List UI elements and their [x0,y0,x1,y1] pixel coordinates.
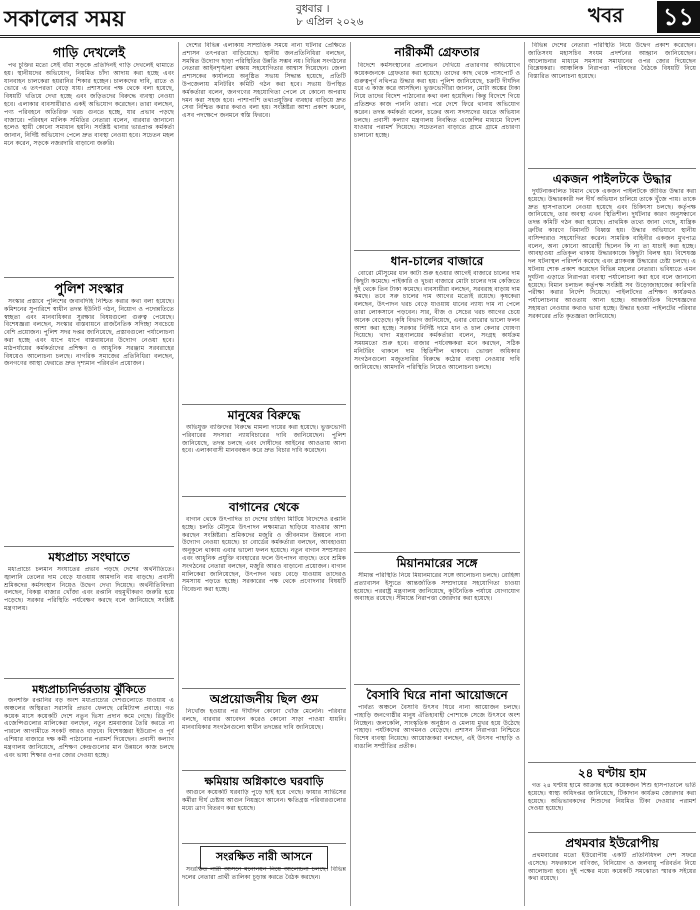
article-text: দুর্ঘটনাকবলিত বিমান থেকে একজন পাইলটকে জীবিত উদ্ধার করা হয়েছে। উদ্ধারকারী দল দীর্ঘ অভিযান চালিয়ে তাকে খুঁজে পায়। তাকে দ্রুত হাসপাতালে নেওয়া হয়েছে এবং চিকিৎসা চলছে। কর্তৃপক্ষ জানিয়েছে, তার অবস্থা এখন স্থিতিশীল। দুর্ঘটনার কারণ অনুসন্ধানে তদন্ত কমিটি গঠন করা হয়েছে। প্রাথমিক তথ্যে জানা গেছে, যান্ত্রিক ত্রুটির কারণে বিমানটি বিধ্বস্ত হয়। উদ্ধার অভিযানে স্থানীয় বাসিন্দারাও সহযোগিতা করেন। সামরিক বাহিনীর একজন মুখপাত্র বলেন, অন্য কোনো আরোহী ছিলেন কি না তা যাচাই করা হচ্ছে। আবহাওয়া প্রতিকূল থাকায় উদ্ধারকাজে কিছুটা বিলম্ব হয়। বিশেষজ্ঞ দল ঘটনাস্থল পরিদর্শন করেছে এবং ব্ল্যাকবক্স উদ্ধারের চেষ্টা চলছে। এ ঘটনায় শোক প্রকাশ করেছেন বিভিন্ন মহলের নেতারা। ভবিষ্যতে এমন দুর্ঘটনা এড়াতে নিরাপত্তা ব্যবস্থা পর্যালোচনা করা হবে বলে জানানো হয়েছে। বিমান চলাচল কর্তৃপক্ষ সংশ্লিষ্ট সব উড়োজাহাজের কারিগরি পরীক্ষা করার নির্দেশ দিয়েছে। পাইলটদের প্রশিক্ষণ কার্যক্রমও পর্যালোচনার আওতায় আনা হচ্ছে। আন্তর্জাতিক বিশেষজ্ঞদের সহায়তা নেওয়ার কথাও ভাবা হচ্ছে। উদ্ধার হওয়া পাইলটের পরিবার সরকারের প্রতি কৃতজ্ঞতা জানিয়েছে। [528,188,696,320]
article-text: বিভিন্ন দেশের নেতারা পরিস্থিতি নিয়ে উদ্বেগ প্রকাশ করেছেন। জাতিসংঘ মহাসচিব সংযম প্রদর্শনের আহ্বান জানিয়েছেন। আলোচনার মাধ্যমে সমস্যার সমাধানের ওপর জোর দিয়েছেন বিশ্লেষকরা। আঞ্চলিক নিরাপত্তা পরিষদের বৈঠকে বিষয়টি নিয়ে বিস্তারিত আলোচনা হয়েছে। [528,42,696,81]
article-body [354,704,520,906]
headline: ক্ষমিয়ায় অগ্নিকাণ্ডে ঘরবাড়ি [204,775,324,788]
article-text: অভিযুক্ত ব্যক্তিদের বিরুদ্ধে মামলা দায়ের করা হয়েছে। ভুক্তভোগী পরিবারের সদস্যরা ন্যায়বিচারের দাবি জানিয়েছেন। পুলিশ জানিয়েছে, তদন্ত চলছে এবং দোষীদের আইনের আওতায় আনা হবে। এলাকাবাসী মানববন্ধন করে দ্রুত বিচার দাবি করেছেন। [182,424,346,455]
headline: একজন পাইলটকে উদ্ধার [552,172,672,186]
headline: ধান-চালের বাজারে [390,254,484,268]
column-divider [524,42,525,906]
masthead [0,0,700,38]
article-text: বিদেশে কর্মসংস্থানের প্রলোভন দেখিয়ে প্রতারণার অভিযোগে কয়েকজনকে গ্রেফতার করা হয়েছে। তাদের কাছ থেকে পাসপোর্ট ও গুরুত্বপূর্ণ নথিপত্র উদ্ধার করা হয়। পুলিশ জানিয়েছে, চক্রটি দীর্ঘদিন ধরে এ কাজ করে আসছিল। ভুক্তভোগীরা জানান, মোটা অঙ্কের টাকা নিয়ে তাদের বিদেশ পাঠানোর কথা বলা হয়েছিল। কিন্তু বিদেশে গিয়ে প্রতিশ্রুত কাজ পাননি তারা। পরে দেশে ফিরে থানায় অভিযোগ করেন। তদন্ত কর্মকর্তা বলেন, চক্রের অন্য সদস্যদের ধরতে অভিযান চলছে। প্রবাসী কল্যাণ মন্ত্রণালয় নিবন্ধিত এজেন্সির মাধ্যমে বিদেশ যাওয়ার পরামর্শ দিয়েছে। সচেতনতা বাড়াতে গ্রামে গ্রামে প্রচারণা চালানো হচ্ছে। [354,62,520,140]
issue-day: বুধবার । [296,3,330,15]
article-body [182,516,346,686]
issue-date [296,3,363,29]
article-text: পার্বত্য অঞ্চলে বৈসাবি উৎসব ঘিরে নানা আয়োজন চলছে। পাহাড়ি জনগোষ্ঠীর মানুষ ঐতিহ্যবাহী পোশাকে সেজে উৎসবে অংশ নিচ্ছেন। জলকেলি, সাংস্কৃতিক অনুষ্ঠান ও মেলায় মুখর হয়ে উঠেছে পাহাড়। পর্যটকদের আগমনও বেড়েছে। প্রশাসন নিরাপত্তা নিশ্চিতে বিশেষ ব্যবস্থা নিয়েছে। আয়োজকরা বলছেন, এই উৎসব পাহাড়ি ও বাঙালি সম্প্রীতির প্রতীক। [354,704,520,750]
article-text: পথ চুক্তির মতো সেই বাঁধা সড়কে প্রতিদিনই গাড়ি দেখলেই থামাতে হয়। স্থানীয়দের অভিযোগ, নিয়মিত চাঁদা আদায় করা হচ্ছে এবং যানবাহন চালকেরা হয়রানির শিকার হচ্ছেন। চালকদের দাবি, রাতে ও ভোরে এ তৎপরতা বেড়ে যায়। প্রশাসনের পক্ষ থেকে বলা হয়েছে, বিষয়টি খতিয়ে দেখা হচ্ছে এবং জড়িতদের বিরুদ্ধে ব্যবস্থা নেওয়া হবে। এলাকার ব্যবসায়ীরাও একই অভিযোগ করেছেন। তারা বলছেন, পণ্য পরিবহনে অতিরিক্ত খরচ গুনতে হচ্ছে, যার প্রভাব পড়ছে বাজারে। পরিবহন মালিক সমিতির নেতারা বলেন, বারবার জানানো হলেও স্থায়ী কোনো সমাধান হয়নি। সংশ্লিষ্ট থানার ভারপ্রাপ্ত কর্মকর্তা জানান, নির্দিষ্ট অভিযোগ পেলে দ্রুত ব্যবস্থা নেওয়া হবে। সচেতন মহল মনে করেন, সড়কে নজরদারি বাড়ানো জরুরি। [4,62,174,147]
article-body [528,42,696,166]
article-body [182,424,346,494]
headline: ২৪ ঘণ্টায় হাম [577,766,647,780]
article-body [4,298,174,544]
article-divider [528,832,696,833]
headline: বাগানের থেকে [228,500,300,514]
article-divider [182,688,346,689]
article-text: সীমান্ত পরিস্থিতি নিয়ে মিয়ানমারের সঙ্গে আলোচনা চলছে। রোহিঙ্গা প্রত্যাবাসন ইস্যুতে আন্তর্জাতিক সম্প্রদায়ের সহযোগিতা চাওয়া হয়েছে। পররাষ্ট্র মন্ত্রণালয় জানিয়েছে, কূটনৈতিক পর্যায়ে যোগাযোগ অব্যাহত রয়েছে। সীমান্তে নিরাপত্তা জোরদার করা হয়েছে। [354,572,520,603]
article-divider [182,770,346,771]
article-body [182,42,346,402]
article-text: দেশের বিভিন্ন এলাকায় সাম্প্রতিক সময়ে নানা ঘটনার প্রেক্ষিতে প্রশাসন তৎপরতা বাড়িয়েছে। স্থানীয় জনপ্রতিনিধিরা বলছেন, সমন্বিত উদ্যোগ ছাড়া পরিস্থিতির উন্নতি সম্ভব নয়। বিভিন্ন সংগঠনের নেতারা আইনশৃঙ্খলা রক্ষায় সহযোগিতার আশ্বাস দিয়েছেন। জেলা প্রশাসকের কার্যালয়ে অনুষ্ঠিত সভায় সিদ্ধান্ত হয়েছে, প্রতিটি উপজেলায় মনিটরিং কমিটি গঠন করা হবে। সভায় উপস্থিত কর্মকর্তারা বলেন, জনগণের সহযোগিতা পেলে যে কোনো অপরাধ দমন করা সহজ হবে। পাশাপাশি তথ্যপ্রযুক্তির ব্যবহার বাড়িয়ে দ্রুত সেবা নিশ্চিত করার কথাও বলা হয়। সংশ্লিষ্টরা আশা প্রকাশ করেন, এসব পদক্ষেপে জনমনে স্বস্তি ফিরবে। [182,42,346,120]
article-body [182,708,346,768]
headline: প্রথমবার ইউরোপীয় [565,836,659,850]
article-divider [4,546,174,547]
headline: অপ্রয়োজনীয় ছিল গুম [209,692,319,706]
article-divider [354,684,520,685]
headline: গাড়ি দেখলেই [52,46,126,61]
article-divider [4,277,174,278]
column-divider [350,42,351,906]
column-divider [178,42,179,906]
article-body [354,572,520,682]
headline: পুলিশ সংস্কার [54,282,124,297]
article-text: বোরো মৌসুমের ধান কাটা শুরু হওয়ার আগেই বাজারে চালের দাম কিছুটা কমেছে। পাইকারি ও খুচরা বাজারে মোটা চালের দাম কেজিতে দুই থেকে তিন টাকা কমেছে। ব্যবসায়ীরা বলছেন, সরবরাহ বাড়ায় দাম কমছে। তবে সরু চালের দাম আগের মতোই রয়েছে। কৃষকেরা বলছেন, উৎপাদন খরচ বেড়ে যাওয়ায় ধানের ন্যায্য দাম না পেলে তারা লোকসানে পড়বেন। সার, বীজ ও সেচের খরচ আগের চেয়ে অনেক বেড়েছে। কৃষি বিভাগ জানিয়েছে, এবার বোরোর ভালো ফলন আশা করা হচ্ছে। সরকার নির্দিষ্ট দামে ধান ও চাল কেনার ঘোষণা দিয়েছে। খাদ্য মন্ত্রণালয়ের কর্মকর্তারা বলেন, সংগ্রহ কার্যক্রম সময়মতো শুরু হবে। বাজার পর্যবেক্ষকরা মনে করছেন, সঠিক মনিটরিং থাকলে দাম স্থিতিশীল থাকবে। ভোক্তা অধিকার সংগঠনগুলো মজুতদারির বিরুদ্ধে কঠোর ব্যবস্থা নেওয়ার দাবি জানিয়েছে। আমদানি পরিস্থিতি নিয়েও আলোচনা চলছে। [354,270,520,371]
section-name: খবর [588,2,624,27]
newspaper-name: সকালের সময় [4,6,126,32]
article-divider [4,678,174,679]
article-body [182,866,346,906]
article-text: গত ২৪ ঘণ্টায় হামে আক্রান্ত হয়ে কয়েকজন শিশু হাসপাতালে ভর্তি হয়েছে। স্বাস্থ্য অধিদপ্তর জানিয়েছে, টিকাদান কার্যক্রম জোরদার করা হয়েছে। অভিভাবকদের শিশুদের নিয়মিত টিকা দেওয়ার পরামর্শ দেওয়া হয়েছে। [528,782,696,813]
article-text: জনশক্তি রপ্তানির বড় অংশ মধ্যপ্রাচ্যের দেশগুলোতে যাওয়ায় এ অঞ্চলের অস্থিরতা সরাসরি প্রভাব ফেলছে রেমিট্যান্স প্রবাহে। গত কয়েক মাসে কয়েকটি দেশে নতুন ভিসা প্রদান কমে গেছে। রিক্রুটিং এজেন্সিগুলোর মালিকেরা বলছেন, নতুন শ্রমবাজার তৈরি করতে না পারলে আগামীতে সংকট আরও বাড়বে। বিশেষজ্ঞরা ইউরোপ ও পূর্ব এশিয়ার বাজারে দক্ষ কর্মী পাঠানোর পরামর্শ দিয়েছেন। প্রবাসী কল্যাণ মন্ত্রণালয় জানিয়েছে, প্রশিক্ষণ কেন্দ্রগুলোর মান উন্নয়নে কাজ চলছে এবং ভাষা শিক্ষার ওপর জোর দেওয়া হচ্ছে। [4,697,174,759]
headline: মিয়ানমারের সঙ্গে [396,556,478,570]
article-text: আগুনে কয়েকটি ঘরবাড়ি পুড়ে ছাই হয়ে গেছে। ফায়ার সার্ভিসের কর্মীরা দীর্ঘ চেষ্টায় আগুন নিয়ন্ত্রণে আনেন। ক্ষতিগ্রস্ত পরিবারগুলোর মধ্যে ত্রাণ বিতরণ করা হয়েছে। [182,789,346,812]
article-body [4,62,174,274]
page-number: ১১ [657,1,700,33]
article-divider [354,250,520,251]
article-body [528,852,696,906]
article-divider [354,552,520,553]
article-divider [182,404,346,405]
article-divider [182,843,346,844]
article-text: মধ্যপ্রাচ্যে চলমান সংঘাতের প্রভাব পড়ছে দেশের অর্থনীতিতে। জ্বালানি তেলের দাম বেড়ে যাওয়ায় আমদানি ব্যয় বাড়ছে। প্রবাসী শ্রমিকদের কর্মসংস্থান নিয়েও উদ্বেগ দেখা দিয়েছে। অর্থনীতিবিদরা বলছেন, বিকল্প বাজার খোঁজা এবং রপ্তানি বহুমুখীকরণ জরুরি হয়ে পড়েছে। সরকার পরিস্থিতি পর্যবেক্ষণ করছে বলে জানিয়েছে সংশ্লিষ্ট মন্ত্রণালয়। [4,566,174,612]
article-divider [182,496,346,497]
article-body [528,782,696,830]
article-body [354,62,520,248]
article-divider [528,762,696,763]
article-body [182,789,346,841]
article-text: সংরক্ষিত নারী আসনে মনোনয়ন নিয়ে আলোচনা চলছে। বিভিন্ন দলের নেতারা প্রার্থী তালিকা চূড়ান্ত করতে বৈঠক করছেন। [182,866,346,881]
headline: বৈসাবি ঘিরে নানা আয়োজনে [366,688,508,702]
headline: মানুষের বিরুদ্ধে [227,408,301,422]
headline: সংরক্ষিত নারী আসনে [200,846,328,869]
article-body [354,270,520,550]
article-body [528,188,696,760]
issue-date-text: ৮ এপ্রিল ২০২৬ [296,16,364,28]
article-body [4,697,174,905]
section-header [582,0,700,34]
article-text: প্রথমবারের মতো ইউরোপীয় একটি প্রতিনিধিদল দেশ সফরে এসেছে। সফরকালে বাণিজ্য, বিনিয়োগ ও জলবায়ু পরিবর্তন নিয়ে আলোচনা হবে। দুই পক্ষের মধ্যে কয়েকটি সমঝোতা স্মারক সইয়ের কথা রয়েছে। [528,852,696,883]
article-text: নিখোঁজ হওয়ার পর দীর্ঘদিন কোনো খোঁজ মেলেনি। পরিবার বলছে, বারবার আবেদন করেও কোনো সাড়া পাওয়া যায়নি। মানবাধিকার সংগঠনগুলো স্বাধীন তদন্তের দাবি জানিয়েছে। [182,708,346,731]
article-text: সংস্কার প্রস্তাবে পুলিশের জবাবদিহি নিশ্চিত করার কথা বলা হয়েছে। কমিশনের সুপারিশে স্বাধীন তদন্ত ইউনিট গঠন, নিয়োগ ও পদোন্নতিতে স্বচ্ছতা এবং মানবাধিকার সুরক্ষার বিষয়গুলো গুরুত্ব পেয়েছে। বিশেষজ্ঞরা বলছেন, সংস্কার বাস্তবায়নে রাজনৈতিক সদিচ্ছা সবচেয়ে বেশি প্রয়োজন। পুলিশ সদর দপ্তর জানিয়েছে, প্রস্তাবগুলো পর্যালোচনা করা হচ্ছে এবং ধাপে ধাপে বাস্তবায়নের উদ্যোগ নেওয়া হবে। মাঠপর্যায়ের কর্মকর্তাদের প্রশিক্ষণ ও আধুনিক সরঞ্জাম সরবরাহের বিষয়েও আলোচনা চলছে। নাগরিক সমাজের প্রতিনিধিরা বলছেন, জনগণের আস্থা ফেরাতে দ্রুত দৃশ্যমান পরিবর্তন প্রয়োজন। [4,298,174,368]
article-body [4,566,174,676]
article-divider [528,168,696,169]
headline: নারীকর্মী গ্রেফতার [394,45,480,59]
headline: মধ্যপ্রাচ্যনির্ভরতায় ঝুঁকিতে [32,683,146,696]
headline: মধ্যপ্রাচ্য সংঘাতে [48,550,130,564]
article-text: বাগান থেকে উৎপাদিত চা দেশের চাহিদা মিটিয়ে বিদেশেও রপ্তানি হচ্ছে। চলতি মৌসুমে উৎপাদন লক্ষ্যমাত্রা ছাড়িয়ে যাওয়ার আশা করছেন সংশ্লিষ্টরা। শ্রমিকদের মজুরি ও জীবনমান উন্নয়নে নানা উদ্যোগ নেওয়া হয়েছে। চা বোর্ডের কর্মকর্তারা বলছেন, আবহাওয়া অনুকূলে থাকায় এবার ভালো ফলন হয়েছে। নতুন বাগান সম্প্রসারণ এবং আধুনিক প্রযুক্তি ব্যবহারের ফলে উৎপাদন বাড়ছে। তবে শ্রমিক সংগঠনের নেতারা বলছেন, মজুরি আরও বাড়ানো প্রয়োজন। বাগান মালিকেরা জানিয়েছেন, উৎপাদন খরচ বেড়ে যাওয়ায় তাদেরও সমস্যায় পড়তে হচ্ছে। সরকারের পক্ষ থেকে প্রণোদনার বিষয়টি বিবেচনা করা হচ্ছে। [182,516,346,594]
